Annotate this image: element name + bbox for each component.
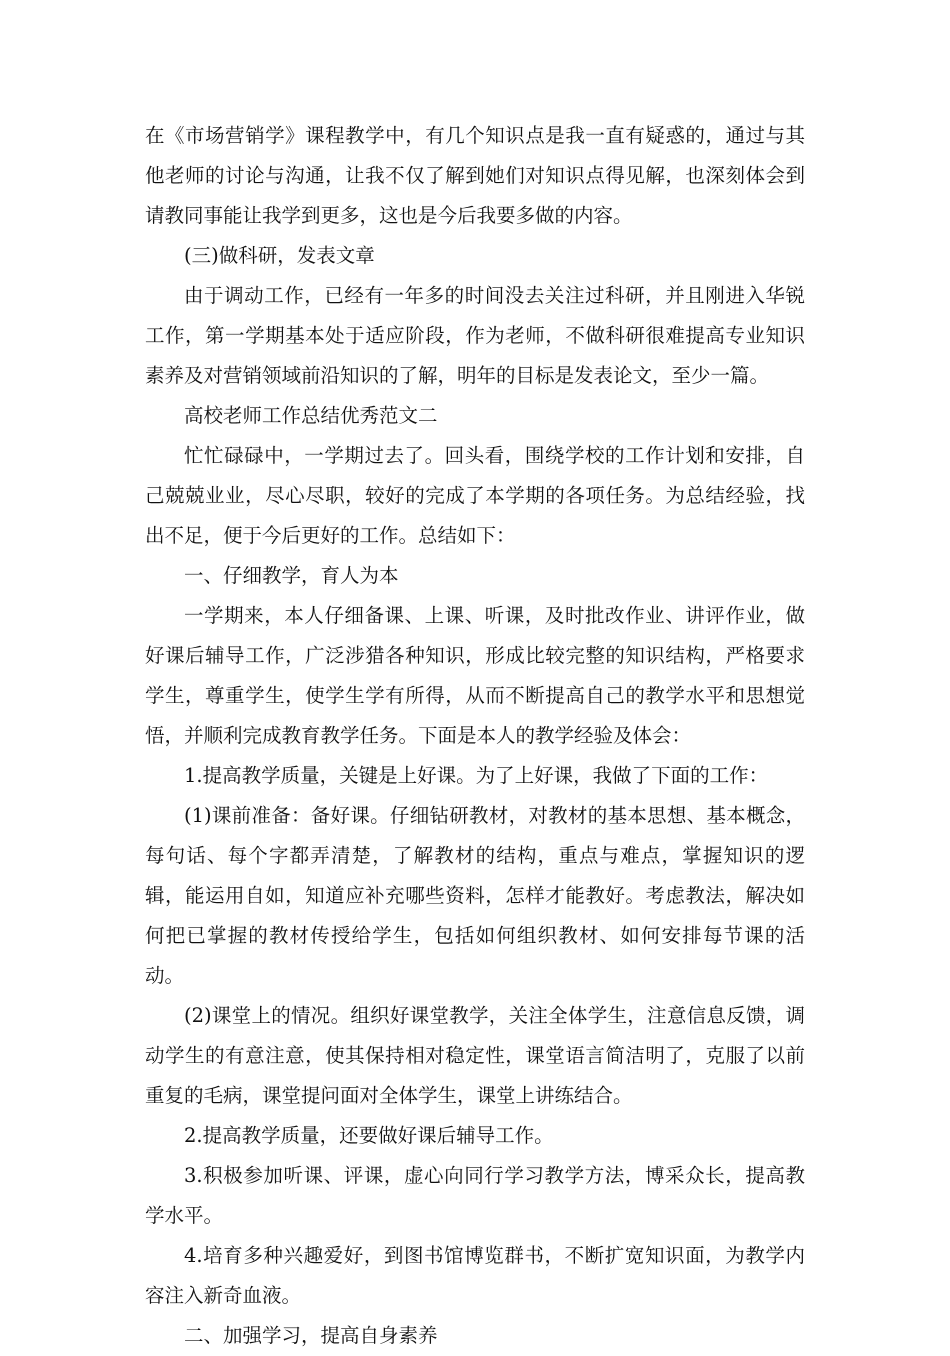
list-item-3: 3.积极参加听课、评课，虚心向同行学习教学方法，博采众长，提高教学水平。	[145, 1164, 805, 1227]
sub-item-1: (1)课前准备：备好课。仔细钻研教材，对教材的基本思想、基本概念，每句话、每个字都弄清楚，了解教材的结构，重点与难点，掌握知识的逻辑，能运用自如，知道应补充哪些资料，怎样才能教好。考虑教法，解决如何把已掌握的教材传授给学生，包括如何组织教材、如何安排每节课的活动。	[145, 804, 805, 987]
paragraph-7: 一学期来，本人仔细备课、上课、听课，及时批改作业、讲评作业，做好课后辅导工作，广泛涉猎各种知识，形成比较完整的知识结构，严格要求学生，尊重学生，使学生学有所得，从而不断提高自己的教学水平和思想觉悟，并顺利完成教育教学任务。下面是本人的教学经验及体会：	[145, 604, 805, 747]
paragraph-3: 由于调动工作，已经有一年多的时间没去关注过科研，并且刚进入华锐工作，第一学期基本处于适应阶段，作为老师，不做科研很难提高专业知识素养及对营销领域前沿知识的了解，明年的目标是发表论文，至少一篇。	[145, 284, 805, 387]
paragraph-2: (三)做科研，发表文章	[184, 244, 375, 267]
list-item-1: 1.提高教学质量，关键是上好课。为了上好课，我做了下面的工作：	[184, 764, 769, 787]
heading-2: 二、加强学习，提高自身素养	[184, 1324, 438, 1347]
paragraph-5: 忙忙碌碌中，一学期过去了。回头看，围绕学校的工作计划和安排，自己兢兢业业，尽心尽职，较好的完成了本学期的各项任务。为总结经验，找出不足，便于今后更好的工作。总结如下：	[145, 444, 805, 547]
heading-1: 一、仔细教学，育人为本	[184, 564, 399, 587]
paragraph-1: 在《市场营销学》课程教学中，有几个知识点是我一直有疑惑的，通过与其他老师的讨论与沟通，让我不仅了解到她们对知识点得见解，也深刻体会到请教同事能让我学到更多，这也是今后我要多做的内容。	[145, 124, 805, 227]
document-body	[145, 116, 805, 1356]
section-title: 高校老师工作总结优秀范文二	[184, 404, 438, 427]
list-item-2: 2.提高教学质量，还要做好课后辅导工作。	[184, 1124, 554, 1147]
sub-item-2: (2)课堂上的情况。组织好课堂教学，关注全体学生，注意信息反馈，调动学生的有意注意，使其保持相对稳定性，课堂语言简洁明了，克服了以前重复的毛病，课堂提问面对全体学生，课堂上讲练结合。	[145, 1004, 805, 1107]
list-item-4: 4.培育多种兴趣爱好，到图书馆博览群书，不断扩宽知识面，为教学内容注入新奇血液。	[145, 1244, 805, 1307]
